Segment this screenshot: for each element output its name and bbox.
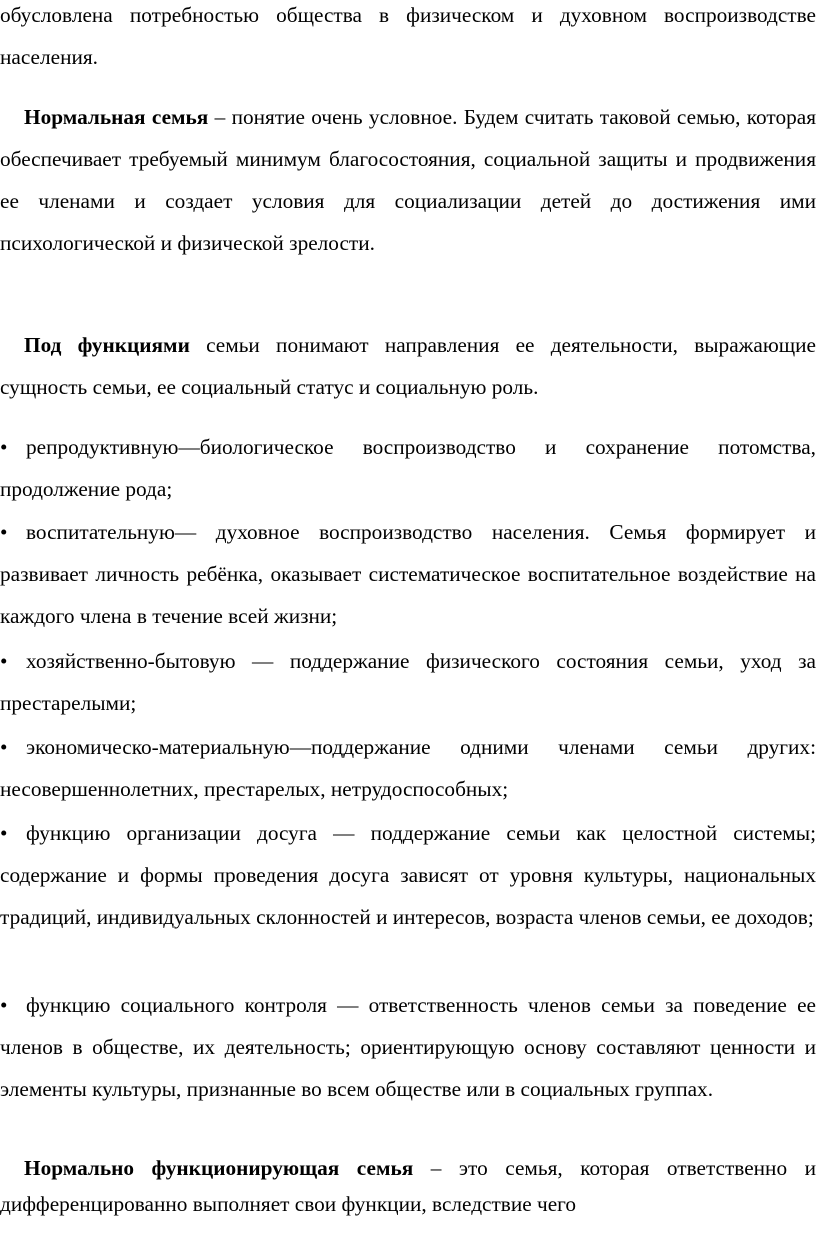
bullet-item-leisure <box>0 812 816 938</box>
bullet-item-text: воспитательную— духовное воспроизводство населения. Семья формирует и развивает личность ребёнка, оказывает систематическое воспитательное воздействие на каждого члена в течение всей жизни; <box>0 520 816 628</box>
bullet-icon: • <box>0 993 8 1017</box>
bullet-item-reproductive <box>0 426 816 510</box>
paragraph-normal-functioning-family-text: – это семья, которая ответственно и дифференцированно выполняет свои функции, вследствие чего <box>0 1156 816 1216</box>
bullet-icon: • <box>0 735 8 759</box>
term-normal-family: Нормальная семья <box>24 105 209 129</box>
paragraph-normal-family-text: – понятие очень условное. Будем считать таковой семью, которая обеспечивает требуемый минимум благосостояния, социальной защиты и продвижения ее членами и создает условия для социализации детей до достижения ими психологической и физической зрелости. <box>0 105 816 255</box>
paragraph-normal-family <box>0 96 816 264</box>
bullet-item-text: репродуктивную—биологическое воспроизводство и сохранение потомства, продолжение рода; <box>0 435 816 501</box>
paragraph-functions <box>0 324 816 408</box>
paragraph-intro <box>0 0 816 78</box>
bullet-icon: • <box>0 649 8 673</box>
bullet-item-household <box>0 640 816 724</box>
term-normal-functioning-family: Нормально функционирующая семья <box>24 1156 414 1180</box>
bullet-icon: • <box>0 520 8 544</box>
bullet-item-educational <box>0 511 816 637</box>
bullet-icon: • <box>0 821 8 845</box>
bullet-item-social-control <box>0 984 816 1110</box>
paragraph-intro-text: обусловлена потребностью общества в физическом и духовном воспроизводстве населения. <box>0 3 816 69</box>
bullet-item-text: функцию организации досуга — поддержание семьи как целостной системы; содержание и формы проведения досуга зависят от уровня культуры, национальных традиций, индивидуальных склонностей и интересов, возраста членов семьи, ее доходов; <box>0 821 816 929</box>
term-functions: Под функциями <box>24 333 190 357</box>
paragraph-functions-text: семьи понимают направления ее деятельности, выражающие сущность семьи, ее социальный статус и социальную роль. <box>0 333 816 399</box>
bullet-item-text: хозяйственно-бытовую — поддержание физического состояния семьи, уход за престарелыми; <box>0 649 816 715</box>
bullet-item-text: экономическо-материальную—поддержание одними членами семьи других: несовершеннолетних, престарелых, нетрудоспособных; <box>0 735 816 801</box>
bullet-item-text: функцию социального контроля — ответственность членов семьи за поведение ее членов в обществе, их деятельность; ориентирующую основу составляют ценности и элементы культуры, признанные во всем обществе или в социальных группах. <box>0 993 816 1101</box>
bullet-item-economic <box>0 726 816 810</box>
paragraph-normal-functioning-family <box>0 1150 816 1222</box>
bullet-icon: • <box>0 435 8 459</box>
